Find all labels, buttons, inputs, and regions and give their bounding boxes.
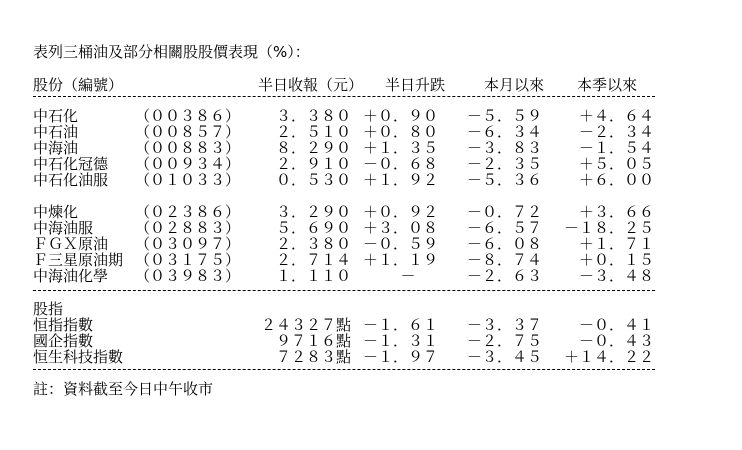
stock-name: 中煉化: [33, 203, 79, 221]
header-close: 半日收報（元）: [258, 76, 364, 94]
index-name: 恒指指數: [33, 316, 94, 334]
close-price: １．１１０: [275, 267, 351, 285]
half-day-change: ＋０．８０: [362, 123, 438, 141]
header-stock: 股份（編號）: [33, 76, 124, 94]
season-change: ＋０．１５: [578, 251, 654, 269]
close-price: ２．７１４: [275, 251, 351, 269]
footer-divider: [33, 369, 655, 370]
close-price: ２．３８０: [275, 235, 351, 253]
table-row: [0, 268, 742, 284]
season-change: －０．４１: [578, 316, 654, 334]
season-change: ＋４．６４: [578, 107, 654, 125]
stock-name: 中石化冠德: [33, 155, 109, 173]
stock-code: （０２３８６）: [135, 203, 241, 221]
stock-name: 中石化: [33, 107, 79, 125]
stock-name: 中石化油服: [33, 171, 109, 189]
table-row: [0, 156, 742, 172]
header-change: 半日升跌: [385, 76, 446, 94]
month-change: －８．７４: [466, 251, 542, 269]
table-row: [0, 204, 742, 220]
table-row: [0, 220, 742, 236]
stock-name: 中石油: [33, 123, 79, 141]
half-day-change: ＋０．９２: [362, 203, 438, 221]
stock-code: （００９３４）: [135, 155, 241, 173]
stock-code: （００８８３）: [135, 139, 241, 157]
month-change: －２．７５: [466, 332, 542, 350]
table-row: [0, 124, 742, 140]
section-divider: [33, 290, 655, 291]
stock-name: 中海油服: [33, 219, 94, 237]
close-price: ３．２９０: [275, 203, 351, 221]
stock-code: （０３９８３）: [135, 267, 241, 285]
half-day-change: ＋３．０８: [362, 219, 438, 237]
month-change: －３．４５: [466, 348, 542, 366]
half-day-change: －１．９７: [362, 348, 438, 366]
close-price: ３．３８０: [275, 107, 351, 125]
table-row: [0, 349, 742, 365]
month-change: －２．６３: [466, 267, 542, 285]
table-row: [0, 252, 742, 268]
stock-code: （０３０９７）: [135, 235, 241, 253]
season-change: －３．４８: [578, 267, 654, 285]
stock-code: （０３１７５）: [135, 251, 241, 269]
season-change: －１．５４: [578, 139, 654, 157]
close-price: ５．６９０: [275, 219, 351, 237]
index-close: ９７１６點: [275, 332, 351, 350]
index-close: ２４３２７點: [260, 316, 351, 334]
table-row: [0, 172, 742, 188]
season-change: －２．３４: [578, 123, 654, 141]
close-price: ２．９１０: [275, 155, 351, 173]
month-change: －５．３６: [466, 171, 542, 189]
table-row: [0, 333, 742, 349]
stock-name: ＦＧＸ原油: [33, 235, 109, 253]
header-divider: [33, 96, 655, 97]
close-price: ０．５３０: [275, 171, 351, 189]
stock-name: 中海油化學: [33, 267, 109, 285]
stock-code: （０１０３３）: [135, 171, 241, 189]
close-price: ８．２９０: [275, 139, 351, 157]
table-row: [0, 108, 742, 124]
table-row: [0, 317, 742, 333]
month-change: －３．３７: [466, 316, 542, 334]
month-change: －６．３４: [466, 123, 542, 141]
season-change: ＋１．７１: [578, 235, 654, 253]
table-title: 表列三桶油及部分相關股股價表現（%）：: [33, 43, 310, 61]
half-day-change: －０．６８: [362, 155, 438, 173]
half-day-change: ＋１．１９: [362, 251, 438, 269]
month-change: －５．５９: [466, 107, 542, 125]
season-change: ＋１４．２２: [563, 348, 654, 366]
season-change: －１８．２５: [563, 219, 654, 237]
season-change: ＋６．００: [578, 171, 654, 189]
header-month: 本月以來: [484, 76, 545, 94]
index-name: 恒生科技指數: [33, 348, 124, 366]
month-change: －２．３５: [466, 155, 542, 173]
month-change: －６．０８: [466, 235, 542, 253]
table-row: [0, 140, 742, 156]
half-day-change: ＋０．９０: [362, 107, 438, 125]
stock-name: Ｆ三星原油期: [33, 251, 124, 269]
stock-code: （００８５７）: [135, 123, 241, 141]
month-change: －６．５７: [466, 219, 542, 237]
season-change: ＋５．０５: [578, 155, 654, 173]
header-season: 本季以來: [577, 76, 638, 94]
month-change: －０．７２: [466, 203, 542, 221]
close-price: ２．５１０: [275, 123, 351, 141]
half-day-change: ＋１．９２: [362, 171, 438, 189]
index-close: ７２８３點: [275, 348, 351, 366]
index-section-label: 股指: [33, 300, 64, 318]
stock-code: （０２８８３）: [135, 219, 241, 237]
table-row: [0, 236, 742, 252]
half-day-change: －０．５９: [362, 235, 438, 253]
month-change: －３．８３: [466, 139, 542, 157]
season-change: ＋３．６６: [578, 203, 654, 221]
half-day-change: ＋１．３５: [362, 139, 438, 157]
stock-name: 中海油: [33, 139, 79, 157]
half-day-change: －１．３１: [362, 332, 438, 350]
stock-code: （００３８６）: [135, 107, 241, 125]
index-name: 國企指數: [33, 332, 94, 350]
footnote: 註：資料截至今日中午收市: [33, 380, 214, 398]
half-day-change: －: [400, 267, 416, 285]
half-day-change: －１．６１: [362, 316, 438, 334]
season-change: －０．４３: [578, 332, 654, 350]
